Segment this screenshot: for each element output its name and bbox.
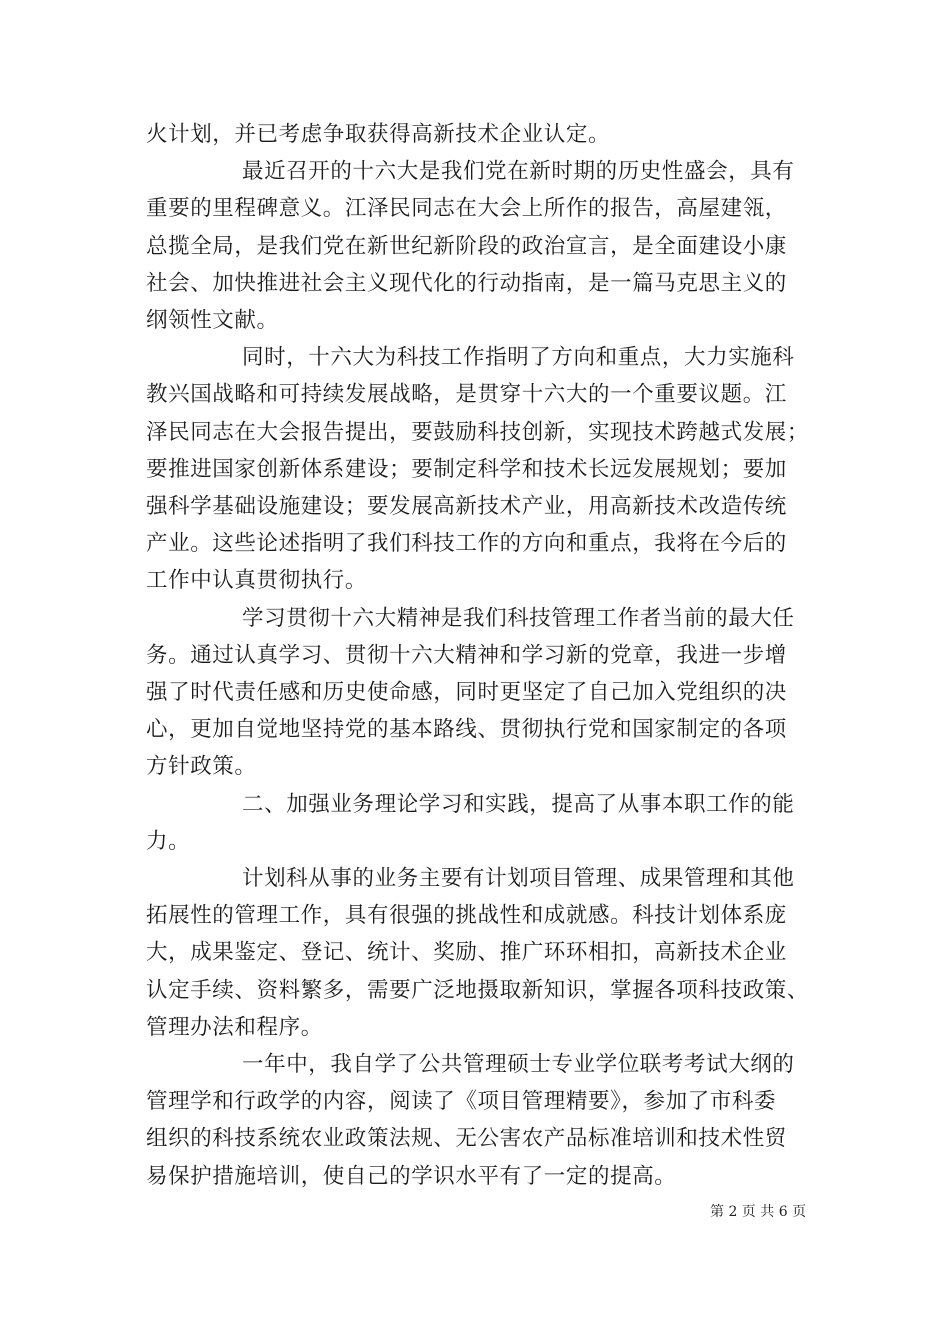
text-line: 教兴国战略和可持续发展战略，是贯穿十六大的一个重要议题。江	[146, 382, 787, 407]
text-line: 同时，十六大为科技工作指明了方向和重点，大力实施科	[242, 345, 795, 370]
text-line: 组织的科技系统农业政策法规、无公害农产品标准培训和技术性贸	[146, 1126, 787, 1151]
text-line: 纲领性文献。	[146, 308, 279, 333]
text-line: 最近召开的十六大是我们党在新时期的历史性盛会，具有	[242, 159, 795, 184]
text-line: 心，更加自觉地坚持党的基本路线、贯彻执行党和国家制定的各项	[146, 717, 787, 742]
text-line: 力。	[146, 829, 191, 854]
text-line: 管理学和行政学的内容，阅读了《项目管理精要》，参加了市科委	[146, 1089, 777, 1114]
text-line: 强了时代责任感和历史使命感，同时更坚定了自己加入党组织的决	[146, 680, 787, 705]
text-line: 大，成果鉴定、登记、统计、奖励、推广环环相扣，高新技术企业	[146, 940, 787, 965]
text-line: 产业。这些论述指明了我们科技工作的方向和重点，我将在今后的	[146, 531, 787, 556]
text-line: 管理办法和程序。	[146, 1015, 323, 1040]
text-line: 要推进国家创新体系建设；要制定科学和技术长远发展规划；要加	[146, 457, 787, 482]
text-line: 工作中认真贯彻执行。	[146, 568, 368, 593]
text-line: 总揽全局，是我们党在新世纪新阶段的政治宣言，是全面建设小康	[146, 234, 787, 259]
text-line: 二、加强业务理论学习和实践，提高了从事本职工作的能	[242, 792, 795, 817]
text-line: 社会、加快推进社会主义现代化的行动指南，是一篇马克思主义的	[146, 271, 787, 296]
text-line: 学习贯彻十六大精神是我们科技管理工作者当前的最大任	[242, 606, 795, 631]
text-line: 一年中，我自学了公共管理硕士专业学位联考考试大纲的	[242, 1052, 795, 1077]
page-number-footer: 第 2 页 共 6 页	[710, 1204, 807, 1220]
text-line: 易保护措施培训，使自己的学识水平有了一定的提高。	[146, 1164, 677, 1189]
text-line: 务。通过认真学习、贯彻十六大精神和学习新的党章，我进一步增	[146, 643, 787, 668]
text-line: 认定手续、资料繁多，需要广泛地摄取新知识，掌握各项科技政策、	[146, 978, 810, 1003]
text-line: 方针政策。	[146, 754, 257, 779]
text-line: 重要的里程碑意义。江泽民同志在大会上所作的报告，高屋建瓴，	[146, 196, 787, 221]
text-line: 拓展性的管理工作，具有很强的挑战性和成就感。科技计划体系庞	[146, 903, 787, 928]
text-line: 计划科从事的业务主要有计划项目管理、成果管理和其他	[242, 866, 795, 891]
text-line: 火计划，并已考虑争取获得高新技术企业认定。	[146, 122, 611, 147]
text-line: 泽民同志在大会报告提出，要鼓励科技创新，实现技术跨越式发展；	[146, 420, 810, 445]
text-line: 强科学基础设施建设；要发展高新技术产业，用高新技术改造传统	[146, 494, 787, 519]
